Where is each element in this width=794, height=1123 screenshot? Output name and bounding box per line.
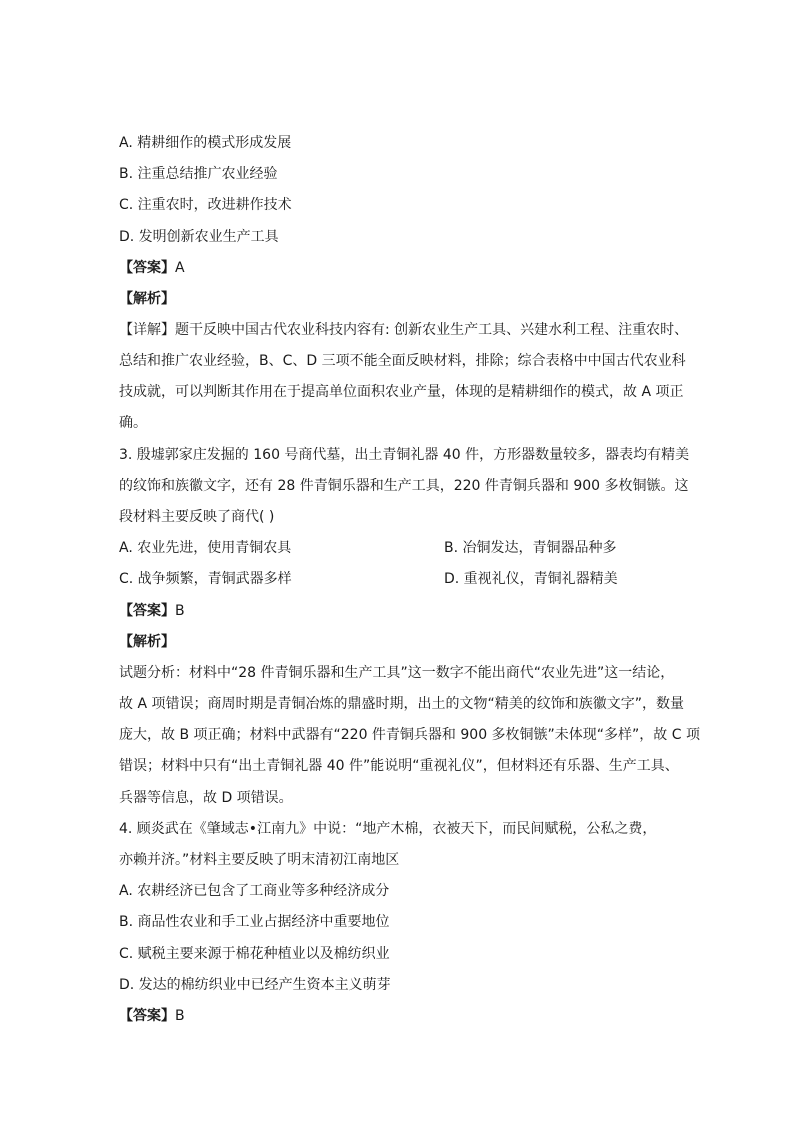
q2-answer-value: A [175,260,185,276]
q3-answer [119,601,185,621]
q2-detail-line-1: 【详解】题干反映中国古代农业科技内容有: 创新农业生产工具、兴建水利工程、注重农时、 [119,322,689,338]
q2-answer [119,258,185,278]
q4-option-d: D. 发达的棉纺织业中已经产生资本主义萌芽 [119,977,391,993]
q2-option-a: A. 精耕细作的模式形成发展 [119,135,292,151]
q4-option-b: B. 商品性农业和手工业占据经济中重要地位 [119,914,390,930]
q2-option-c: C. 注重农时，改进耕作技术 [119,197,292,213]
q4-answer [119,1006,185,1026]
q2-detail-line-4: 确。 [119,415,147,431]
q2-analysis-tag: 【解析】 [119,291,175,307]
q2-answer-tag: 【答案】 [119,260,175,276]
q3-stem-line-3: 段材料主要反映了商代( ) [119,509,275,525]
q4-answer-tag: 【答案】 [119,1008,175,1024]
q3-stem-line-1: 3. 殷墟郭家庄发掘的 160 号商代墓，出土青铜礼器 40 件，方形器数量较多，器表均有精美 [119,447,690,463]
q2-detail-line-2: 总结和推广农业经验，B、C、D 三项不能全面反映材料，排除；综合表格中中国古代农业科 [119,353,686,369]
q4-option-a: A. 农耕经济已包含了工商业等多种经济成分 [119,883,390,899]
q3-analysis-line-5: 兵器等信息，故 D 项错误。 [119,790,293,806]
q4-answer-value: B [175,1008,185,1024]
q2-option-d: D. 发明创新农业生产工具 [119,229,279,245]
q3-analysis-tag: 【解析】 [119,634,175,650]
q2-detail-line-3: 技成就，可以判断其作用在于提高单位面积农业产量，体现的是精耕细作的模式，故 A 项正 [119,384,684,400]
q4-stem-line-2: 亦赖并济。”材料主要反映了明末清初江南地区 [119,852,400,868]
q3-analysis-line-4: 错误；材料中只有“出土青铜礼器 40 件”能说明“重视礼仪”，但材料还有乐器、生产工具、 [119,758,679,774]
q3-analysis-line-1: 试题分析：材料中“28 件青铜乐器和生产工具”这一数字不能出商代“农业先进”这一结论， [119,665,675,681]
q3-analysis-line-3: 庞大，故 B 项正确；材料中武器有“220 件青铜兵器和 900 多枚铜镞”未体现“多样”，故 C 项 [119,727,700,743]
q3-analysis-line-2: 故 A 项错误；商周时期是青铜冶炼的鼎盛时期，出土的文物“精美的纹饰和族徽文字”，数量 [119,696,684,712]
q3-option-d: D. 重视礼仪，青铜礼器精美 [444,571,618,587]
q4-option-c: C. 赋税主要来源于棉花种植业以及棉纺织业 [119,946,390,962]
q3-option-a: A. 农业先进，使用青铜农具 [119,540,292,556]
q3-option-b: B. 冶铜发达，青铜器品种多 [444,540,617,556]
q3-option-c: C. 战争频繁，青铜武器多样 [119,571,292,587]
q3-stem-line-2: 的纹饰和族徽文字，还有 28 件青铜乐器和生产工具，220 件青铜兵器和 900 多枚铜镞。这 [119,478,689,494]
q3-answer-tag: 【答案】 [119,603,175,619]
q3-answer-value: B [175,603,185,619]
q4-stem-line-1: 4. 顾炎武在《肇域志•江南九》中说：“地产木棉，衣被天下，而民间赋税，公私之费， [119,821,657,837]
q2-option-b: B. 注重总结推广农业经验 [119,166,278,182]
